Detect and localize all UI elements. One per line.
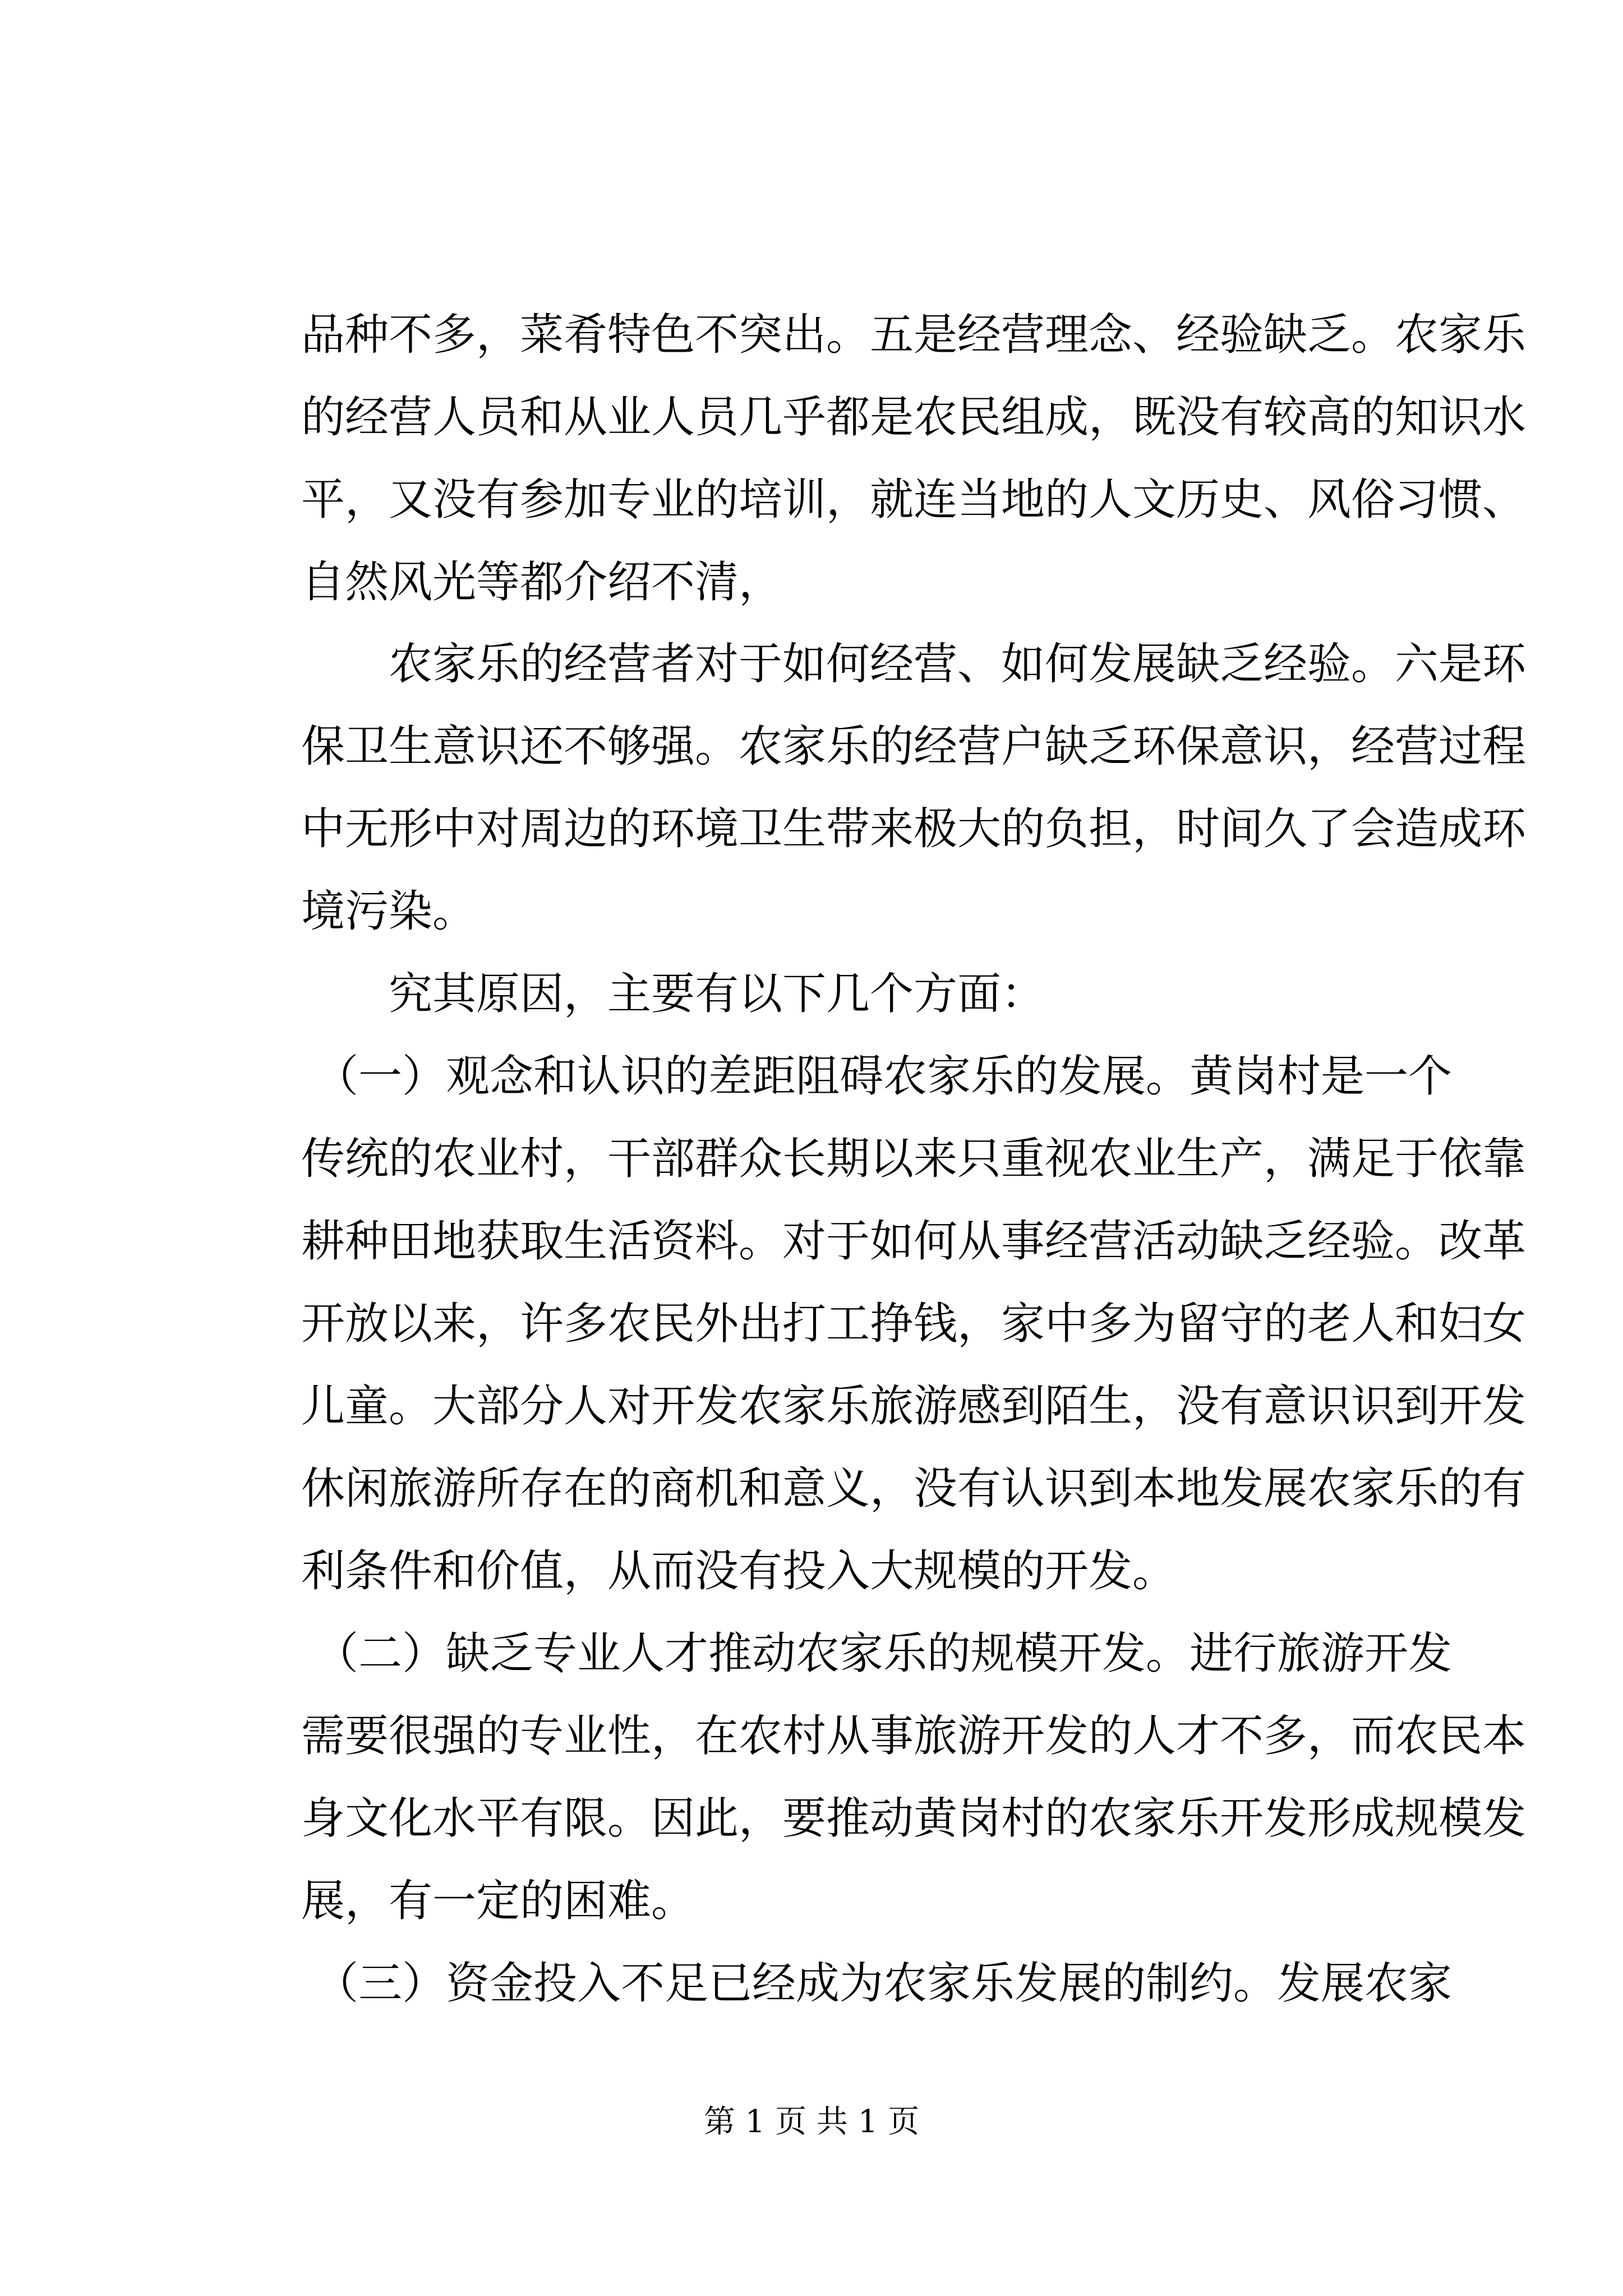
text-line: 传统的农业村，干部群众长期以来只重视农业生产，满足于依靠 (301, 1134, 1527, 1184)
text-line: 究其原因，主要有以下几个方面： (389, 969, 1045, 1019)
text-line: 的经营人员和从业人员几乎都是农民组成，既没有较高的知识水 (301, 392, 1527, 443)
text-line: 休闲旅游所存在的商机和意义，没有认识到本地发展农家乐的有 (301, 1464, 1527, 1514)
text-line: 保卫生意识还不够强。农家乐的经营户缺乏环保意识，经营过程 (301, 721, 1527, 772)
text-line: 自然风光等都介绍不清， (301, 557, 783, 608)
text-line: （一）观念和认识的差距阻碍农家乐的发展。黄岗村是一个 (315, 1051, 1453, 1102)
text-line-content: 农家乐的经营者对于如何经营、如何发展缺乏经验。六是环 (389, 639, 1527, 689)
text-line: 境污染。 (301, 886, 477, 937)
text-line: （二）缺乏专业人才推动农家乐的规模开发。进行旅游开发 (315, 1628, 1453, 1679)
text-line: 品种不多，菜肴特色不突出。五是经营理念、经验缺乏。农家乐 (301, 310, 1527, 360)
text-line: 利条件和价值，从而没有投入大规模的开发。 (301, 1546, 1177, 1596)
text-line: 开放以来，许多农民外出打工挣钱，家中多为留守的老人和妇女 (301, 1299, 1527, 1349)
text-line: 身文化水平有限。因此，要推动黄岗村的农家乐开发形成规模发 (301, 1793, 1527, 1844)
text-line (301, 636, 1527, 692)
text-line: （三）资金投入不足已经成为农家乐发展的制约。发展农家 (315, 1958, 1453, 2009)
text-line: 中无形中对周边的环境卫生带来极大的负担，时间久了会造成环 (301, 804, 1527, 854)
page-number-footer: 第 1 页 共 1 页 (703, 2104, 920, 2140)
text-line: 儿童。大部分人对开发农家乐旅游感到陌生，没有意识识到开发 (301, 1381, 1527, 1432)
text-line: 耕种田地获取生活资料。对于如何从事经营活动缺乏经验。改革 (301, 1216, 1527, 1267)
text-line: 平，又没有参加专业的培训，就连当地的人文历史、风俗习惯、 (301, 475, 1527, 525)
text-line: 需要很强的专业性，在农村从事旅游开发的人才不多，而农民本 (301, 1711, 1527, 1761)
text-line: 展，有一定的困难。 (301, 1876, 695, 1926)
